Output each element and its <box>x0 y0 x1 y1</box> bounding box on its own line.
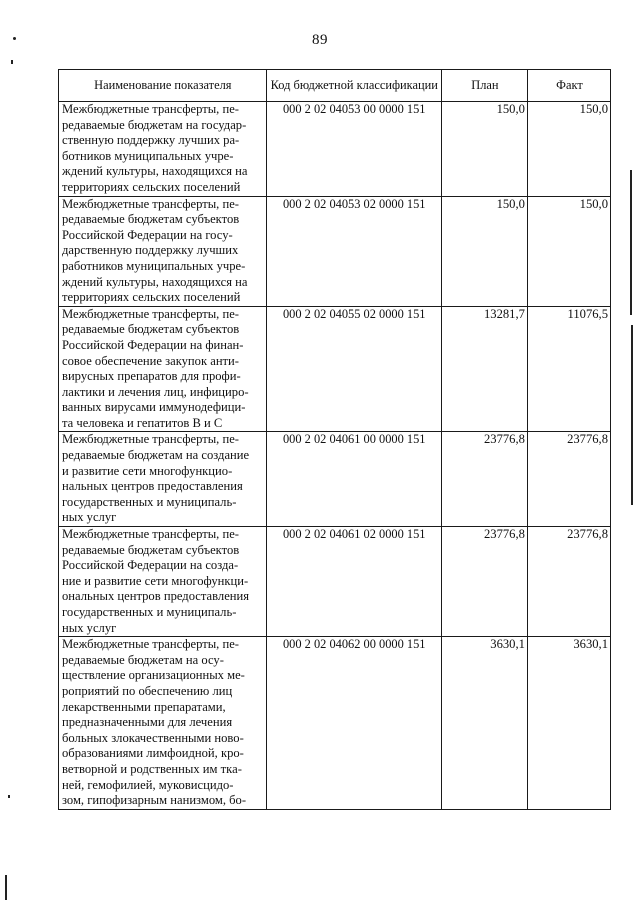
indicator-name-line: ботников муниципальных учре- <box>62 148 234 163</box>
indicator-name-cell <box>59 527 267 637</box>
plan-value-cell: 150,0 <box>441 196 527 306</box>
plan-value-cell: 150,0 <box>441 102 527 197</box>
scan-artifact-dot <box>13 37 16 40</box>
indicator-name-line: больных злокачественными ново- <box>62 730 244 745</box>
indicator-name-line: редаваемые бюджетам субъектов <box>62 212 240 227</box>
indicator-name-line: ществление организационных ме- <box>62 668 245 683</box>
indicator-name-line: работников муниципальных учре- <box>62 258 246 273</box>
budget-code-cell: 000 2 02 04053 00 0000 151 <box>266 102 441 197</box>
indicator-name-line: Российской Федерации на финан- <box>62 337 244 352</box>
scan-artifact-dot <box>11 60 13 64</box>
indicator-name-line: та человека и гепатитов В и С <box>62 415 223 430</box>
table-header-row <box>59 70 611 102</box>
indicator-name-line: редаваемые бюджетам на создание <box>62 448 250 463</box>
indicator-name-line: нальных центров предоставления <box>62 479 243 494</box>
table-row <box>59 196 611 306</box>
indicator-name-line: ветворной и родственных им тка- <box>62 761 242 776</box>
indicator-name-line: Российской Федерации на созда- <box>62 558 239 573</box>
indicator-name-line: редаваемые бюджетам субъектов <box>62 322 240 337</box>
scan-artifact-dot <box>8 795 10 798</box>
budget-table <box>58 69 611 810</box>
indicator-name-line: государственных и муниципаль- <box>62 494 237 509</box>
table-row <box>59 306 611 432</box>
indicator-name-line: зом, гипофизарным нанизмом, бо- <box>62 793 247 808</box>
plan-value-cell: 3630,1 <box>441 637 527 810</box>
indicator-name-line: и развитие сети многофункцио- <box>62 463 233 478</box>
budget-code-cell: 000 2 02 04061 02 0000 151 <box>266 527 441 637</box>
budget-code-cell: 000 2 02 04061 00 0000 151 <box>266 432 441 527</box>
indicator-name-line: ней, гемофилией, муковисцидо- <box>62 777 234 792</box>
plan-value-cell: 23776,8 <box>441 432 527 527</box>
indicator-name-line: Межбюджетные трансферты, пе- <box>62 527 240 542</box>
budget-code-cell: 000 2 02 04055 02 0000 151 <box>266 306 441 432</box>
indicator-name-line: редаваемые бюджетам на государ- <box>62 117 247 132</box>
indicator-name-line: дарственную поддержку лучших <box>62 243 239 258</box>
budget-code-cell: 000 2 02 04053 02 0000 151 <box>266 196 441 306</box>
indicator-name-line: лактики и лечения лиц, инфициро- <box>62 384 249 399</box>
table-row <box>59 637 611 810</box>
indicator-name-line: ональных центров предоставления <box>62 589 250 604</box>
indicator-name-line: ждений культуры, находящихся на <box>62 274 248 289</box>
indicator-name-line: ние и развитие сети многофункци- <box>62 573 249 588</box>
fact-value-cell: 150,0 <box>527 102 610 197</box>
indicator-name-line: редаваемые бюджетам на осу- <box>62 652 224 667</box>
fact-value-cell: 150,0 <box>527 196 610 306</box>
indicator-name-line: ных услуг <box>62 620 117 635</box>
indicator-name-line: предназначенными для лечения <box>62 715 233 730</box>
header-fact: Факт <box>527 70 610 102</box>
indicator-name-cell <box>59 432 267 527</box>
indicator-name-line: территориях сельских поселений <box>62 290 241 305</box>
indicator-name-line: роприятий по обеспечению лиц <box>62 683 233 698</box>
table-row <box>59 527 611 637</box>
indicator-name-cell <box>59 306 267 432</box>
indicator-name-line: Межбюджетные трансферты, пе- <box>62 432 240 447</box>
indicator-name-line: Межбюджетные трансферты, пе- <box>62 637 240 652</box>
indicator-name-line: образованиями лимфоидной, кро- <box>62 746 244 761</box>
indicator-name-line: ванных вирусами иммунодефици- <box>62 400 246 415</box>
fact-value-cell: 23776,8 <box>527 432 610 527</box>
indicator-name-line: государственных и муниципаль- <box>62 605 237 619</box>
indicator-name-line: Межбюджетные трансферты, пе- <box>62 306 240 321</box>
indicator-name-line: ждений культуры, находящихся на <box>62 164 248 179</box>
scan-artifact-line <box>631 325 633 505</box>
table-body <box>59 102 611 810</box>
indicator-name-line: ственную поддержку лучших ра- <box>62 133 240 148</box>
indicator-name-cell <box>59 102 267 197</box>
fact-value-cell: 3630,1 <box>527 637 610 810</box>
indicator-name-line: лекарственными препаратами, <box>62 699 226 714</box>
indicator-name-line: совое обеспечение закупок анти- <box>62 353 239 368</box>
header-code: Код бюджетной классификации <box>266 70 441 102</box>
budget-code-cell: 000 2 02 04062 00 0000 151 <box>266 637 441 810</box>
indicator-name-line: Межбюджетные трансферты, пе- <box>62 196 240 211</box>
header-plan: План <box>441 70 527 102</box>
indicator-name-line: вирусных препаратов для профи- <box>62 369 241 384</box>
table-row <box>59 432 611 527</box>
scan-artifact-line <box>630 170 632 315</box>
header-name: Наименование показателя <box>59 70 267 102</box>
fact-value-cell: 23776,8 <box>527 527 610 637</box>
fact-value-cell: 11076,5 <box>527 306 610 432</box>
scan-artifact-line <box>5 875 7 900</box>
plan-value-cell: 23776,8 <box>441 527 527 637</box>
indicator-name-cell <box>59 637 267 810</box>
indicator-name-line: территориях сельских поселений <box>62 179 241 194</box>
indicator-name-line: Российской Федерации на госу- <box>62 227 233 242</box>
indicator-name-line: редаваемые бюджетам субъектов <box>62 542 240 557</box>
table-row <box>59 102 611 197</box>
indicator-name-line: ных услуг <box>62 510 117 525</box>
page-number: 89 <box>312 32 328 48</box>
plan-value-cell: 13281,7 <box>441 306 527 432</box>
indicator-name-cell <box>59 196 267 306</box>
indicator-name-line: Межбюджетные трансферты, пе- <box>62 102 240 116</box>
